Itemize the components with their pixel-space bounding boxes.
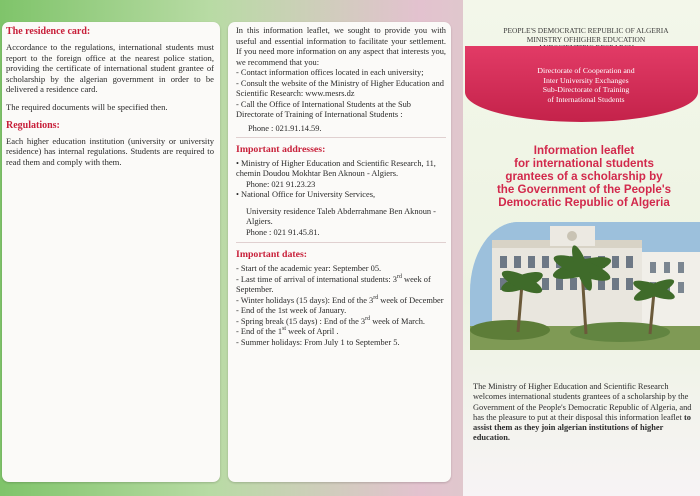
- cover-panel: [463, 0, 700, 496]
- recommendation-item: - Contact information offices located in each university;: [236, 68, 424, 77]
- directorate-text: Directorate of Cooperation and Inter University Exchanges Sub-Directorate of Training of International Students: [537, 66, 635, 104]
- panel-information: [228, 22, 451, 482]
- leaflet-title: Information leaflet for international students grantees of a scholarship by the Government of the People's Democratic Republic of Algeria: [496, 144, 672, 209]
- date-spring: - Spring break (15 days) : End of the 3rd week of March.: [236, 315, 425, 326]
- intro-paragraph: In this information leaflet, we sought to provide you with useful and essential information to facilitate your settlement. If you need more information on any aspect that interests you, we recommend that you:: [236, 26, 446, 67]
- date-april: - End of the 1st week of April .: [236, 326, 339, 336]
- date-arrival: - Last time of arrival of international students: 3rd week of September.: [236, 273, 431, 294]
- address-onou-phone: Phone : 021 91.45.81.: [246, 227, 320, 237]
- dates-heading: Important dates:: [236, 249, 308, 260]
- ministry-building-photo: [470, 222, 700, 350]
- date-summer: - Summer holidays: From July 1 to September 5.: [236, 337, 400, 347]
- residence-card-heading: The residence card:: [6, 26, 91, 37]
- address-onou: • National Office for University Services,: [236, 190, 376, 199]
- panel-residence-regulations: [2, 22, 220, 482]
- divider: [236, 242, 446, 243]
- divider: [236, 137, 446, 138]
- residence-card-text: Accordance to the regulations, international students must report to the foreign office at the nearest police station, providing the certificate of international student grantee of scholarship by the algerian government in order to be delivered a residence card.: [6, 42, 214, 95]
- recommendation-item: - Call the Office of International Students at the Sub Directorate of Training of International Students :: [236, 99, 411, 119]
- date-start: - Start of the academic year: September 05.: [236, 264, 382, 273]
- recommendation-item: - Consult the website of the Ministry of Higher Education and Scientific Research: www.mesrs.dz: [236, 78, 444, 98]
- address-ministry-phone: Phone: 021 91.23.23: [246, 179, 316, 189]
- office-phone: Phone : 021.91.14.59.: [248, 123, 322, 133]
- regulations-heading: Regulations:: [6, 119, 60, 131]
- date-winter: - Winter holidays (15 days): End of the 3rd week of December - End of the 1st week of January.: [236, 294, 444, 315]
- documents-text: The required documents will be specified then.: [6, 101, 168, 112]
- address-onou-residence: University residence Taleb Abderrahmane Ben Aknoun - Algiers.: [246, 206, 436, 226]
- address-ministry: • Ministry of Higher Education and Scientific Research, 11, chemin Doudou Mokhtar Ben Aknoun - Algiers.: [236, 158, 436, 178]
- regulations-text: Each higher education institution (university or university residence) has internal regulations. Students are required to read them and comply with them.: [6, 135, 214, 167]
- cover-intro-text: The Ministry of Higher Education and Scientific Research welcomes international students grantees of a scholarship by the Government of the People's Democratic Republic of Algeria, and has the pleasure to put at their disposal this information leaflet to assist them as they join algerian institutions of higher education.: [473, 382, 692, 443]
- addresses-heading: Important addresses:: [236, 143, 326, 155]
- ministry-header: PEOPLE'S DEMOCRATIC REPUBLIC OF ALGERIA MINISTRY OFHIGHER EDUCATION: [503, 26, 669, 44]
